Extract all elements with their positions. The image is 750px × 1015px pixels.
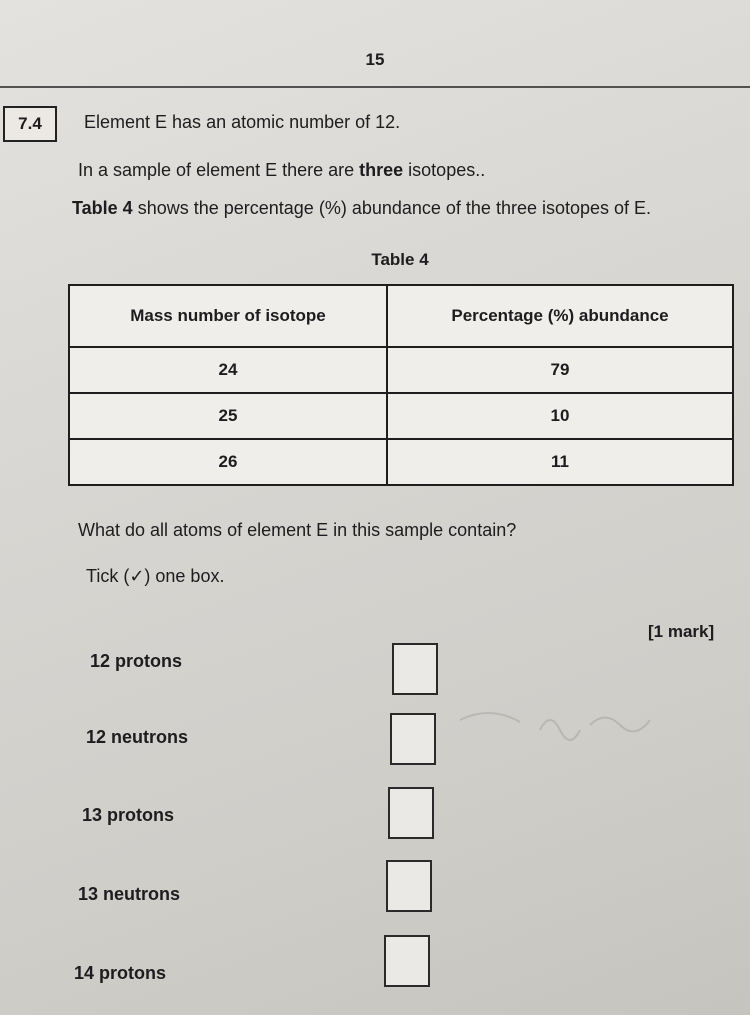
instruction-text: Tick (✓) one box. — [86, 566, 225, 586]
option-label-13-protons: 13 protons — [82, 805, 175, 825]
column-header-mass-number: Mass number of isotope — [69, 285, 387, 347]
intro-line-3-table-ref: Table 4 — [72, 198, 133, 218]
marks-label: [1 mark] — [648, 622, 715, 641]
checkbox-13-protons[interactable] — [388, 787, 434, 839]
option-label-12-neutrons: 12 neutrons — [86, 727, 189, 747]
intro-line-2-emphasis: three — [359, 160, 404, 180]
intro-line-1: Element E has an atomic number of 12. — [84, 112, 401, 132]
option-label-12-protons: 12 protons — [90, 651, 183, 671]
checkbox-13-neutrons[interactable] — [386, 860, 432, 912]
abundance-cell: 11 — [387, 439, 733, 485]
mass-number-cell: 24 — [69, 347, 387, 393]
column-header-abundance: Percentage (%) abundance — [387, 285, 733, 347]
intro-line-3-suffix: shows the percentage (%) abundance of the three isotopes of E. — [132, 198, 652, 218]
table-caption: Table 4 — [371, 250, 429, 269]
checkbox-12-protons[interactable] — [392, 643, 438, 695]
checkbox-12-neutrons[interactable] — [390, 713, 436, 765]
isotope-table — [68, 284, 734, 486]
table-row — [69, 347, 733, 393]
abundance-cell: 79 — [387, 347, 733, 393]
checkbox-14-protons[interactable] — [384, 935, 430, 987]
abundance-cell: 10 — [387, 393, 733, 439]
question-number: 7.4 — [3, 106, 57, 142]
intro-line-2-prefix: In a sample of element E there are — [78, 160, 360, 180]
option-label-14-protons: 14 protons — [74, 963, 167, 983]
pencil-scribble-icon — [450, 700, 670, 760]
intro-line-2-suffix: isotopes.. — [403, 160, 486, 180]
table-row — [69, 393, 733, 439]
page-number: 15 — [365, 50, 385, 69]
header-divider — [0, 86, 750, 88]
mass-number-cell: 26 — [69, 439, 387, 485]
intro-line-2 — [78, 160, 485, 181]
question-text: What do all atoms of element E in this sample contain? — [78, 520, 517, 540]
table-row — [69, 439, 733, 485]
table-header-row — [69, 285, 733, 347]
mass-number-cell: 25 — [69, 393, 387, 439]
intro-line-3 — [72, 198, 651, 219]
option-label-13-neutrons: 13 neutrons — [78, 884, 181, 904]
